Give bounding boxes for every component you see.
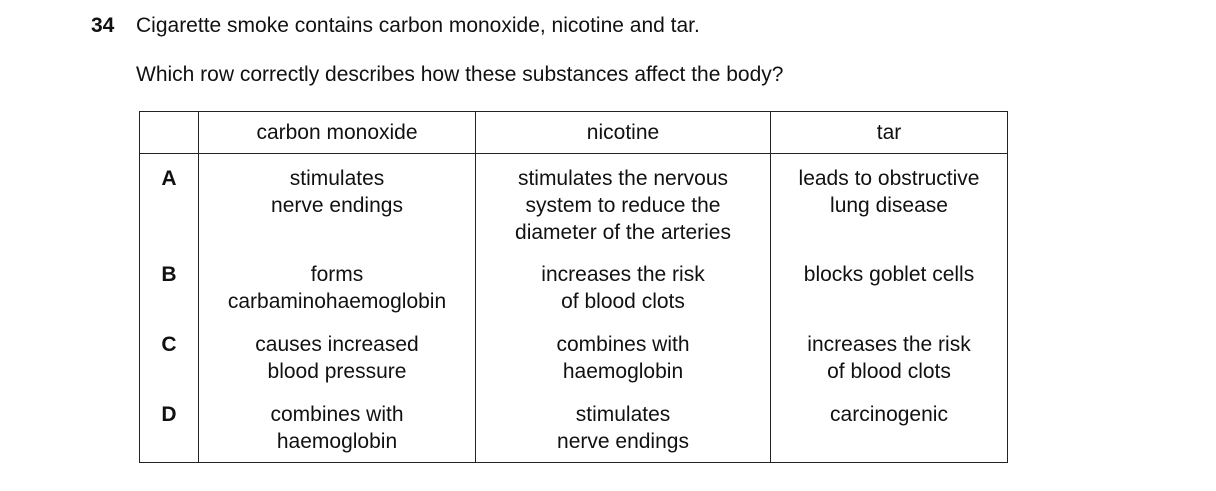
cell-nicotine <box>476 252 771 322</box>
header-carbon-monoxide: carbon monoxide <box>199 112 476 154</box>
table-row <box>140 322 1008 392</box>
header-key <box>140 112 199 154</box>
cell-line: increases the risk <box>807 333 971 356</box>
cell-line: increases the risk <box>541 263 705 286</box>
cell-tar <box>771 154 1008 253</box>
cell-line: system to reduce the <box>525 194 721 217</box>
row-key-b: B <box>140 252 199 322</box>
table-row <box>140 154 1008 253</box>
table-row <box>140 392 1008 463</box>
header-tar: tar <box>771 112 1008 154</box>
cell-carbon-monoxide <box>199 252 476 322</box>
cell-line: stimulates <box>289 167 385 190</box>
row-key-c: C <box>140 322 199 392</box>
cell-line: diameter of the arteries <box>515 221 731 244</box>
question-text: Cigarette smoke contains carbon monoxide, nicotine and tar. <box>136 14 700 37</box>
row-key-d: D <box>140 392 199 463</box>
cell-line: of blood clots <box>561 290 685 313</box>
cell-line: forms <box>310 263 364 286</box>
table-row <box>140 252 1008 322</box>
cell-line: of blood clots <box>827 360 951 383</box>
cell-carbon-monoxide <box>199 322 476 392</box>
table-header-row <box>140 112 1008 154</box>
cell-line: stimulates <box>575 403 671 426</box>
cell-line: nerve endings <box>557 430 689 453</box>
cell-line: causes increased <box>255 333 419 356</box>
cell-nicotine <box>476 392 771 463</box>
cell-line: leads to obstructive <box>798 167 980 190</box>
cell-nicotine <box>476 322 771 392</box>
cell-line: lung disease <box>830 194 948 217</box>
row-key-a: A <box>140 154 199 253</box>
header-nicotine: nicotine <box>476 112 771 154</box>
cell-line: combines with <box>270 403 404 426</box>
cell-line: blood pressure <box>267 360 407 383</box>
cell-tar <box>771 252 1008 322</box>
cell-line: stimulates the nervous <box>517 167 729 190</box>
cell-line: blocks goblet cells <box>803 263 975 286</box>
cell-line: nerve endings <box>271 194 403 217</box>
question-number: 34 <box>91 14 115 37</box>
cell-tar <box>771 392 1008 463</box>
cell-tar <box>771 322 1008 392</box>
cell-line: carbaminohaemoglobin <box>227 290 447 313</box>
cell-line: combines with <box>556 333 690 356</box>
question-prompt: Which row correctly describes how these substances affect the body? <box>136 63 784 86</box>
cell-line: haemoglobin <box>276 430 398 453</box>
cell-line: carcinogenic <box>830 403 948 426</box>
cell-carbon-monoxide <box>199 154 476 253</box>
cell-nicotine <box>476 154 771 253</box>
options-table <box>139 111 1008 463</box>
cell-carbon-monoxide <box>199 392 476 463</box>
cell-line: haemoglobin <box>562 360 684 383</box>
